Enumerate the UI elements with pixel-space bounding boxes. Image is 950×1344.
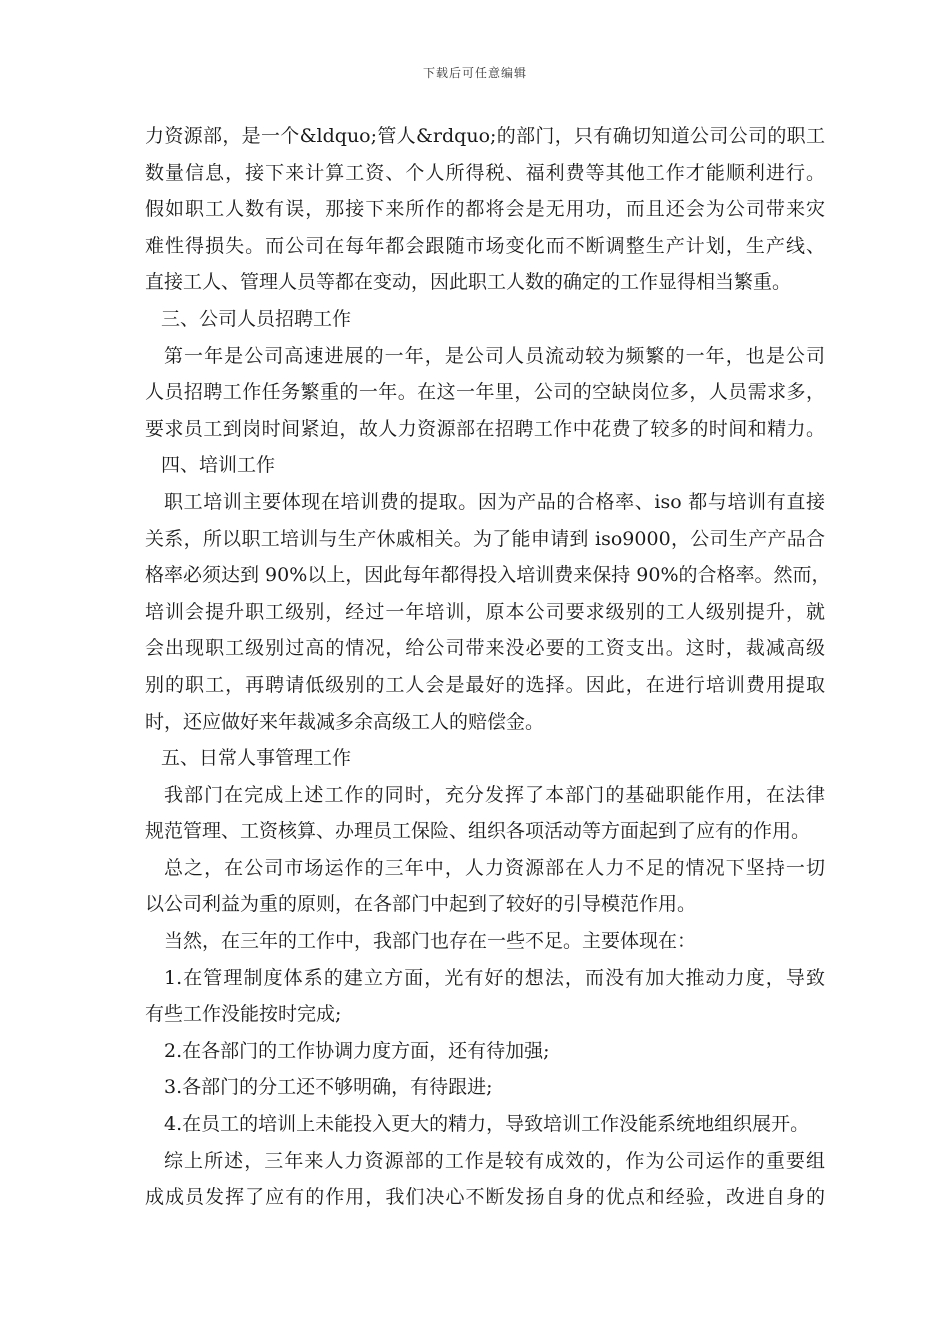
text-line: 规范管理、工资核算、办理员工保险、组织各项活动等方面起到了应有的作用。 (145, 820, 811, 843)
text-line: 力资源部，是一个&ldquo;管人&rdquo;的部门，只有确切知道公司公司的职工 (145, 125, 825, 147)
text-line: 我部门在完成上述工作的同时，充分发挥了本部门的基础职能作用，在法律 (164, 783, 825, 806)
document-body (145, 118, 831, 1216)
text-line: 格率必须达到 90%以上，因此每年都得投入培训费来保持 90%的合格率。然而， (145, 564, 831, 587)
text-line: 关系，所以职工培训与生产休戚相关。为了能申请到 iso9000，公司生产产品合 (145, 527, 825, 550)
text-line: 别的职工，再聘请低级别的工人会是最好的选择。因此，在进行培训费用提取 (145, 673, 825, 696)
text-line: 难性得损失。而公司在每年都会跟随市场变化而不断调整生产计划，生产线、 (145, 234, 825, 257)
section-heading: 五、日常人事管理工作 (161, 747, 352, 770)
text-line: 数量信息，接下来计算工资、个人所得税、福利费等其他工作才能顺利进行。 (145, 161, 825, 184)
text-line: 会出现职工级别过高的情况，给公司带来没必要的工资支出。这时，裁减高级 (145, 637, 825, 660)
text-line: 假如职工人数有误，那接下来所作的都将会是无用功，而且还会为公司带来灾 (145, 198, 825, 221)
list-item-continuation: 有些工作没能按时完成; (145, 1003, 342, 1026)
text-line: 总之，在公司市场运作的三年中，人力资源部在人力不足的情况下坚持一切 (164, 856, 825, 879)
list-item: 3.各部门的分工还不够明确，有待跟进; (164, 1076, 493, 1099)
text-line: 以公司利益为重的原则，在各部门中起到了较好的引导模范作用。 (145, 893, 697, 916)
text-line: 培训会提升职工级别，经过一年培训，原本公司要求级别的工人级别提升，就 (145, 600, 825, 623)
text-line: 综上所述，三年来人力资源部的工作是较有成效的，作为公司运作的重要组 (164, 1149, 825, 1172)
text-line: 时，还应做好来年裁减多余高级工人的赔偿金。 (145, 710, 545, 733)
section-heading: 三、公司人员招聘工作 (161, 307, 352, 330)
text-line: 第一年是公司高速进展的一年，是公司人员流动较为频繁的一年，也是公司 (164, 344, 825, 367)
text-line: 人员招聘工作任务繁重的一年。在这一年里，公司的空缺岗位多，人员需求多， (145, 381, 825, 404)
text-line: 成成员发挥了应有的作用，我们决心不断发扬自身的优点和经验，改进自身的 (145, 1186, 825, 1209)
page-header: 下载后可任意编辑 (422, 66, 527, 80)
list-item: 4.在员工的培训上未能投入更大的精力，导致培训工作没能系统地组织展开。 (164, 1113, 810, 1136)
text-line: 职工培训主要体现在培训费的提取。因为产品的合格率、iso 都与培训有直接 (164, 490, 825, 513)
list-item: 1.在管理制度体系的建立方面，光有好的想法，而没有加大推动力度，导致 (164, 966, 825, 989)
text-line: 直接工人、管理人员等都在变动，因此职工人数的确定的工作显得相当繁重。 (145, 271, 792, 294)
list-item: 2.在各部门的工作协调力度方面，还有待加强; (164, 1039, 550, 1062)
text-line: 当然，在三年的工作中，我部门也存在一些不足。主要体现在： (164, 930, 697, 953)
section-heading: 四、培训工作 (161, 454, 276, 477)
text-line: 要求员工到岗时间紧迫，故人力资源部在招聘工作中花费了较多的时间和精力。 (145, 417, 825, 440)
